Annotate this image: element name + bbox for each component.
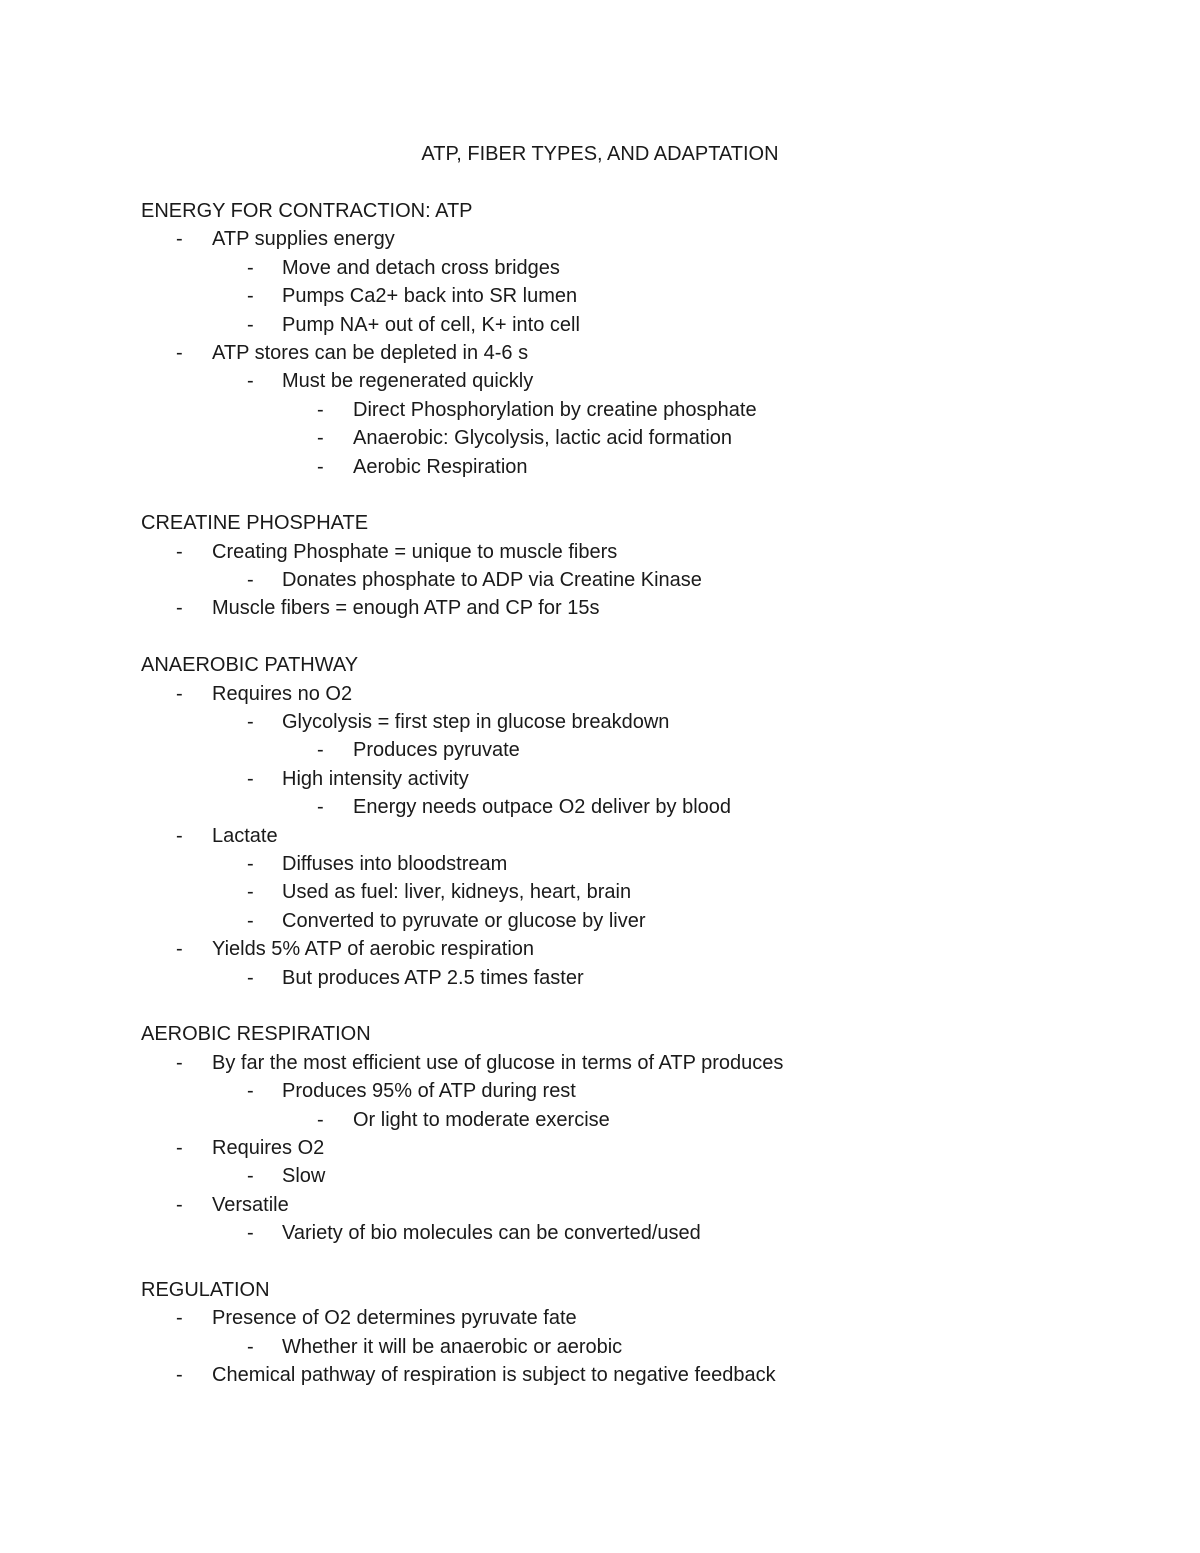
bullet-item-level-1: [141, 1049, 1141, 1077]
bullet-item-level-3: [141, 736, 1141, 764]
bullet-item-level-1: [141, 1191, 1141, 1219]
bullet-item-level-3: [141, 424, 1141, 452]
bullet-item-level-2: [141, 907, 1141, 935]
bullet-text: Creating Phosphate = unique to muscle fibers: [212, 540, 618, 563]
bullet-item-level-2: [141, 1219, 1141, 1247]
bullet-dash: -: [317, 398, 324, 421]
bullet-dash: -: [247, 569, 254, 592]
bullet-dash: -: [176, 824, 183, 847]
bullet-text: Produces 95% of ATP during rest: [282, 1080, 576, 1103]
bullet-dash: -: [176, 341, 183, 364]
bullet-text: Requires O2: [212, 1136, 325, 1159]
bullet-item-level-1: [141, 680, 1141, 708]
section-spacer: [141, 1247, 1141, 1275]
bullet-item-level-2: [141, 254, 1141, 282]
bullet-text: Move and detach cross bridges: [282, 256, 560, 279]
section-spacer: [141, 992, 1141, 1020]
bullet-item-level-1: [141, 1134, 1141, 1162]
bullet-text: Must be regenerated quickly: [282, 370, 534, 393]
section-heading: ENERGY FOR CONTRACTION: ATP: [141, 200, 473, 222]
bullet-dash: -: [176, 1193, 183, 1216]
bullet-item-level-2: [141, 282, 1141, 310]
bullet-item-level-2: [141, 964, 1141, 992]
bullet-text: Aerobic Respiration: [353, 455, 528, 478]
bullet-dash: -: [176, 1307, 183, 1330]
bullet-item-level-1: [141, 822, 1141, 850]
bullet-dash: -: [317, 1108, 324, 1131]
bullet-item-level-3: [141, 396, 1141, 424]
bullet-text: Yields 5% ATP of aerobic respiration: [212, 938, 535, 961]
bullet-dash: -: [247, 711, 254, 734]
bullet-dash: -: [176, 1364, 183, 1387]
section-spacer: [141, 481, 1141, 509]
bullet-dash: -: [247, 767, 254, 790]
bullet-item-level-3: [141, 793, 1141, 821]
document-body: [141, 197, 1141, 1389]
section-heading: CREATINE PHOSPHATE: [141, 512, 369, 535]
bullet-dash: -: [317, 796, 324, 819]
bullet-text: Requires no O2: [212, 682, 353, 705]
bullet-dash: -: [317, 739, 324, 762]
bullet-item-level-1: [141, 1304, 1141, 1332]
bullet-text: Donates phosphate to ADP via Creatine Kinase: [282, 569, 702, 592]
bullet-dash: -: [176, 1136, 183, 1159]
bullet-item-level-2: [141, 1162, 1141, 1190]
bullet-dash: -: [317, 455, 324, 478]
bullet-item-level-2: [141, 311, 1141, 339]
bullet-text: Variety of bio molecules can be converted/used: [282, 1222, 701, 1245]
bullet-item-level-1: [141, 1361, 1141, 1389]
bullet-text: Energy needs outpace O2 deliver by blood: [353, 796, 732, 819]
bullet-item-level-3: [141, 1106, 1141, 1134]
bullet-text: High intensity activity: [282, 767, 469, 790]
bullet-item-level-3: [141, 453, 1141, 481]
bullet-text: Converted to pyruvate or glucose by liver: [282, 909, 646, 932]
bullet-text: Whether it will be anaerobic or aerobic: [282, 1335, 623, 1358]
bullet-item-level-2: [141, 1077, 1141, 1105]
bullet-text: Diffuses into bloodstream: [282, 852, 508, 875]
bullet-item-level-2: [141, 367, 1141, 395]
section-heading: AEROBIC RESPIRATION: [141, 1023, 371, 1046]
bullet-item-level-2: [141, 765, 1141, 793]
bullet-item-level-2: [141, 566, 1141, 594]
bullet-text: ATP stores can be depleted in 4-6 s: [212, 341, 529, 364]
bullet-dash: -: [247, 370, 254, 393]
bullet-text: By far the most efficient use of glucose in terms of ATP produces: [212, 1051, 784, 1074]
bullet-text: Direct Phosphorylation by creatine phosphate: [353, 398, 757, 421]
bullet-dash: -: [247, 1080, 254, 1103]
bullet-item-level-1: [141, 594, 1141, 622]
bullet-text: Produces pyruvate: [353, 739, 520, 762]
bullet-item-level-1: [141, 538, 1141, 566]
bullet-text: Presence of O2 determines pyruvate fate: [212, 1307, 577, 1330]
bullet-dash: -: [176, 682, 183, 705]
bullet-item-level-2: [141, 708, 1141, 736]
bullet-text: Or light to moderate exercise: [353, 1108, 610, 1131]
bullet-dash: -: [176, 1051, 183, 1074]
bullet-item-level-2: [141, 1333, 1141, 1361]
bullet-dash: -: [247, 285, 254, 308]
bullet-item-level-1: [141, 225, 1141, 253]
bullet-text: Chemical pathway of respiration is subject to negative feedback: [212, 1364, 776, 1387]
bullet-dash: -: [247, 1165, 254, 1188]
bullet-text: Slow: [282, 1165, 326, 1188]
bullet-dash: -: [247, 1335, 254, 1358]
bullet-text: Glycolysis = first step in glucose breakdown: [282, 711, 670, 734]
section-spacer: [141, 623, 1141, 651]
bullet-dash: -: [247, 966, 254, 989]
bullet-item-level-1: [141, 935, 1141, 963]
bullet-text: ATP supplies energy: [212, 228, 395, 251]
document-title: ATP, FIBER TYPES, AND ADAPTATION: [421, 143, 779, 165]
bullet-dash: -: [317, 427, 324, 450]
bullet-text: Used as fuel: liver, kidneys, heart, brain: [282, 881, 632, 904]
bullet-text: Lactate: [212, 824, 278, 847]
bullet-dash: -: [247, 909, 254, 932]
bullet-dash: -: [247, 1222, 254, 1245]
section-heading: ANAEROBIC PATHWAY: [141, 654, 359, 677]
bullet-item-level-2: [141, 878, 1141, 906]
bullet-item-level-2: [141, 850, 1141, 878]
bullet-dash: -: [176, 540, 183, 563]
bullet-text: Muscle fibers = enough ATP and CP for 15s: [212, 597, 600, 620]
bullet-text: But produces ATP 2.5 times faster: [282, 966, 584, 989]
bullet-dash: -: [247, 256, 254, 279]
bullet-dash: -: [247, 852, 254, 875]
bullet-text: Pumps Ca2+ back into SR lumen: [282, 285, 578, 308]
bullet-item-level-1: [141, 339, 1141, 367]
bullet-dash: -: [247, 881, 254, 904]
bullet-text: Versatile: [212, 1193, 289, 1216]
bullet-dash: -: [176, 228, 183, 251]
bullet-dash: -: [247, 313, 254, 336]
bullet-text: Pump NA+ out of cell, K+ into cell: [282, 313, 580, 336]
section-heading: REGULATION: [141, 1278, 270, 1301]
bullet-dash: -: [176, 597, 183, 620]
bullet-text: Anaerobic: Glycolysis, lactic acid formation: [353, 427, 733, 450]
bullet-dash: -: [176, 938, 183, 961]
